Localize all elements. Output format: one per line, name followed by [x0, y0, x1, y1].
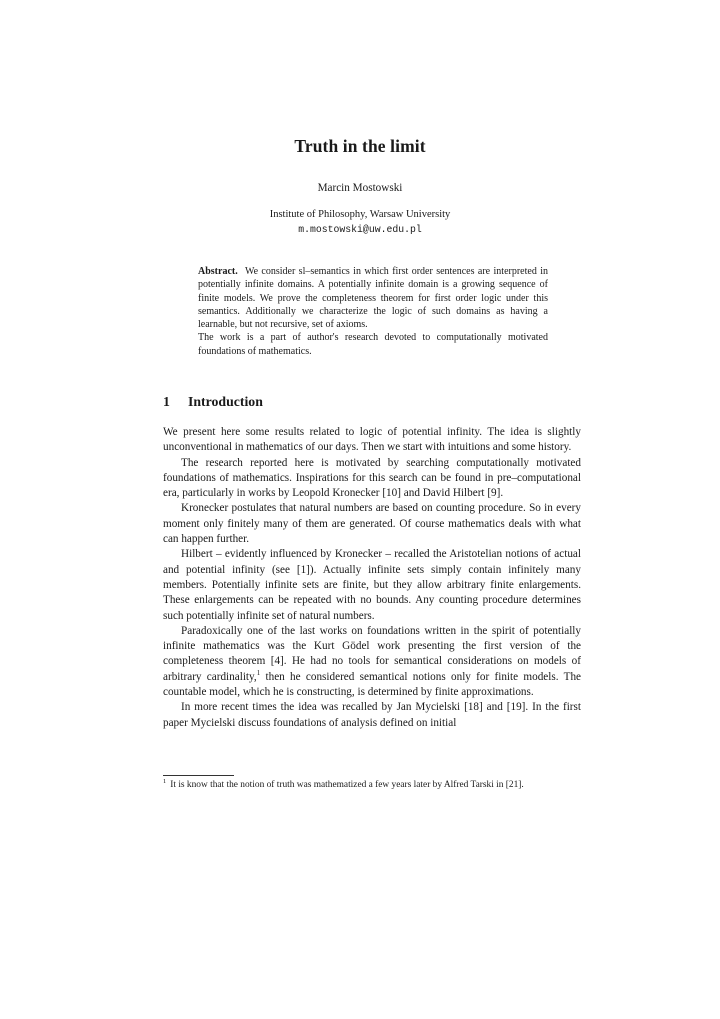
- section-title: Introduction: [188, 394, 263, 409]
- paper-title: Truth in the limit: [294, 136, 426, 156]
- abstract-text: We consider sl–semantics in which first order sentences are interpreted in potentially infinite domains. A potentially infinite domain is a growing sequence of finite models. We prove the completeness theorem for first order logic under this semantics. Additionally we characterize the logic of such domains as having a learnable, but not recursive, set of axioms.: [198, 266, 548, 331]
- paragraph-4: Hilbert – evidently influenced by Kronecker – recalled the Aristotelian notions of actual and potential infinity (see [1]). Actually infinite sets simply contain infinitely many members. Potentially infinite sets are finite, but they allow arbitrary finite enlargements. These enlargements can be repeated with no bounds. Any counting procedure determines such potentially infinite set of natural numbers.: [163, 548, 581, 622]
- author-affiliation: Institute of Philosophy, Warsaw University: [269, 209, 451, 220]
- abstract-label: Abstract.: [198, 266, 238, 277]
- author-name: Marcin Mostowski: [317, 182, 403, 194]
- paragraph-2: The research reported here is motivated by searching computationally motivated foundations of mathematics. Inspirations for this search can be found in pre–computational era, particularly in works by Leopold Kronecker [10] and David Hilbert [9].: [163, 456, 581, 500]
- footnote-rule: [163, 775, 234, 776]
- abstract: [198, 265, 548, 358]
- paragraph-5-part-b: then he considered semantical notions only for finite models. The countable model, which he is constructing, is determined by finite approximations.: [163, 670, 581, 699]
- abstract-body: [198, 265, 548, 331]
- paragraph-3: Kronecker postulates that natural numbers are based on counting procedure. So in every moment only finitely many of them are generated. Of course mathematics deals with what can happen further.: [163, 502, 581, 546]
- section-number: 1: [163, 394, 170, 409]
- abstract-note: The work is a part of author's research devoted to computationally motivated foundations of mathematics.: [198, 332, 548, 357]
- author-email: m.mostowski@uw.edu.pl: [298, 224, 422, 235]
- footnote-text: It is know that the notion of truth was mathematized a few years later by Alfred Tarski in [21].: [170, 780, 524, 790]
- paragraph-1: We present here some results related to logic of potential infinity. The idea is slightly unconventional in mathematics of our days. Then we start with intuitions and some history.: [163, 426, 581, 454]
- paragraph-6: In more recent times the idea was recalled by Jan Mycielski [18] and [19]. In the first paper Mycielski discuss foundations of analysis defined on initial: [163, 701, 581, 729]
- footnote-mark: 1: [163, 778, 167, 785]
- paragraph-5-part-a: Paradoxically one of the last works on foundations written in the spirit of potentially infinite mathematics was the Kurt Gödel work presenting the first version of the completeness theorem [4]. He had no tools for semantical considerations on models of arbitrary cardinality,: [163, 624, 581, 683]
- footnote-reference[interactable]: 1: [256, 668, 261, 677]
- section-body: [163, 425, 581, 731]
- footnote: [163, 779, 581, 792]
- paragraph-5: [163, 624, 581, 700]
- section-heading: [163, 394, 263, 410]
